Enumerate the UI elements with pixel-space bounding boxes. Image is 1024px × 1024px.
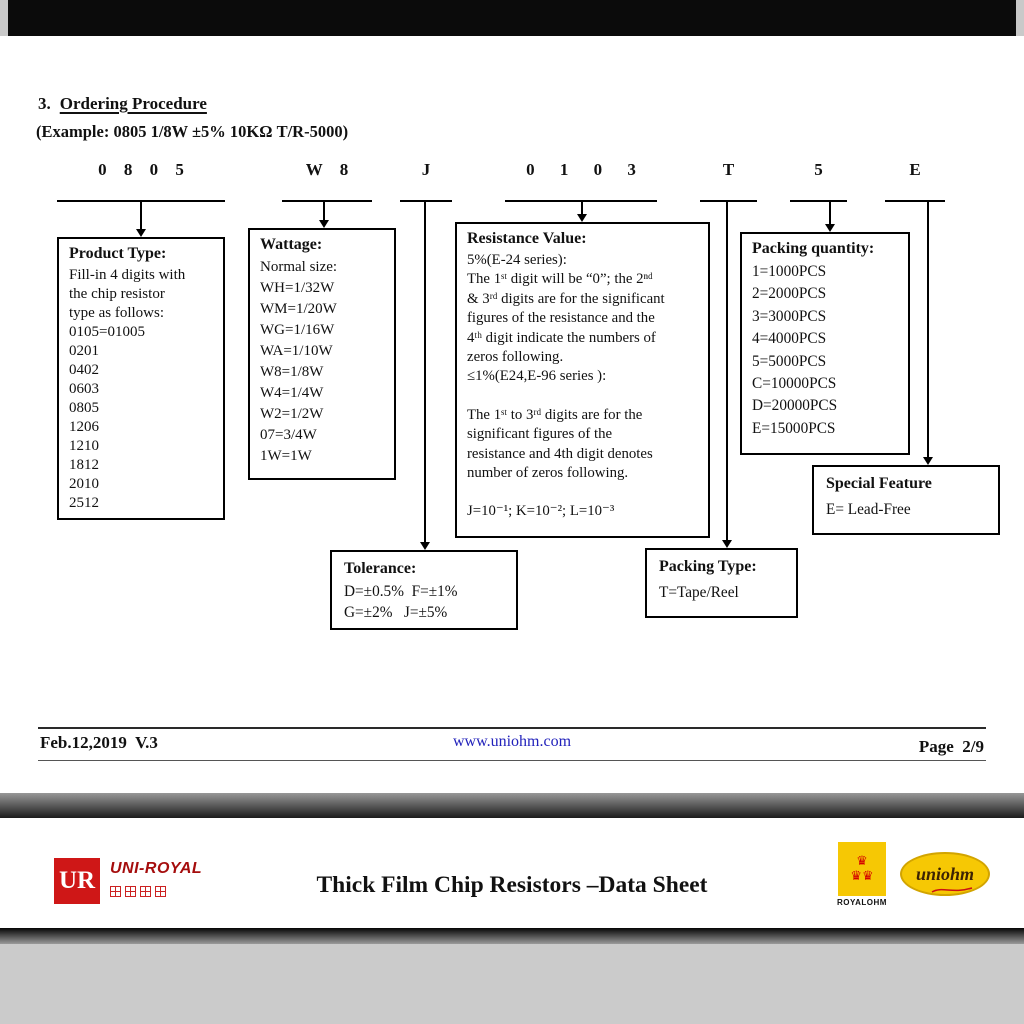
code-segment-resistance: 0 1 0 3 [526,160,636,179]
arrow-head-product [136,229,146,237]
box-title: Wattage: [260,236,323,253]
banner-gradient-top [0,793,1024,818]
arrow-head-packing-qty [825,224,835,232]
code-segment-tolerance: J [421,160,431,179]
section-heading [38,94,207,114]
arrow-line-product [140,202,142,229]
crown-icon: ♛ [856,854,868,869]
arrow-head-wattage [319,220,329,228]
box-packing-type [645,548,798,618]
code-segment-special: E [909,160,921,179]
box-line: 5=5000PCS [752,352,827,370]
box-line: ≤1%(E24,E-96 series ): [467,368,607,385]
box-resistance-value [455,222,710,538]
box-line: C=10000PCS [752,375,837,393]
footer-rule-bottom [38,760,986,761]
box-line: resistance and 4th digit denotes [467,445,653,462]
crown-icon: ♛ [862,869,874,884]
arrow-line-packing-qty [829,202,831,224]
ur-monogram: UR [58,867,96,894]
code-segment-packing-qty: 5 [814,160,823,179]
box-line: the chip resistor [69,286,165,302]
footer-date-version: Feb.12,2019 V.3 [40,733,158,752]
uniohm-wordmark: uniohm [915,863,975,884]
footer-page-number: Page 2/9 [918,737,984,756]
underline-wattage [282,200,372,202]
box-line: & 3ʳᵈ digits are for the significant [467,290,665,307]
footer-website-link[interactable]: www.uniohm.com [452,733,572,750]
box-line: 1W=1W [260,448,312,464]
box-line: WG=1/16W [260,322,335,338]
code-segment-wattage: W 8 [305,160,349,179]
royalohm-wordmark: ROYALOHM [837,898,887,907]
box-line: G=±2% J=±5% [344,604,448,621]
arrow-head-tolerance [420,542,430,550]
box-line: zeros following. [467,349,564,366]
box-line: WA=1/10W [260,343,333,359]
box-line: The 1ˢᵗ to 3ʳᵈ digits are for the [467,406,643,423]
box-line: 0201 [69,343,99,359]
code-segment-packing-type: T [722,160,735,179]
box-line [467,483,698,502]
box-product-type [57,237,225,520]
box-line: J=10⁻¹; K=10⁻²; L=10⁻³ [467,503,615,520]
arrow-head-special [923,457,933,465]
box-line: significant figures of the [467,426,613,443]
box-line: D=±0.5% F=±1% [344,583,458,600]
box-line: 1210 [69,438,99,454]
box-tolerance [330,550,518,630]
box-line: 1=1000PCS [752,263,827,280]
box-line: 0805 [69,400,99,416]
box-packing-quantity [740,232,910,455]
section-title: Ordering Procedure [59,94,207,113]
uni-royal-wordmark: UNI-ROYAL [110,860,203,877]
box-line: figures of the resistance and the [467,310,655,327]
crown-icon: ♛ [850,869,862,884]
box-wattage [248,228,396,480]
box-line: Normal size: [260,259,338,275]
box-line: WH=1/32W [260,280,335,296]
footer-rule-top [38,727,986,729]
box-line: type as follows: [69,305,164,321]
box-line: WM=1/20W [260,301,337,317]
underline-special [885,200,945,202]
box-title: Packing quantity: [752,240,875,257]
underline-packing-type [700,200,757,202]
box-title: Resistance Value: [467,230,587,247]
code-segment-product: 0 8 0 5 [98,160,184,179]
box-line: 3=3000PCS [752,307,827,325]
box-line: 2512 [69,495,99,511]
document-title: Thick Film Chip Resistors –Data Sheet [316,872,708,898]
underline-packing-qty [790,200,847,202]
arrow-head-packing-type [722,540,732,548]
box-line: 5%(E-24 series): [467,252,567,268]
box-title: Product Type: [69,245,167,262]
box-line: 1206 [69,419,99,435]
box-line: 4ᵗʰ digit indicate the numbers of [467,329,656,346]
box-line: 2=2000PCS [752,285,827,303]
arrow-line-resistance [581,202,583,214]
arrow-head-resistance [577,214,587,222]
box-line: 0105=01005 [69,324,145,340]
box-line: The 1ˢᵗ digit will be “0”; the 2ⁿᵈ [467,271,653,288]
box-line: W8=1/8W [260,364,324,380]
box-title: Tolerance: [344,560,417,577]
top-black-bar [8,0,1016,36]
box-title: Special Feature [826,475,932,492]
box-line: number of zeros following. [467,465,629,482]
arrow-line-packing-type [726,202,728,540]
arrow-line-special [927,202,929,457]
royalohm-logo [838,842,886,896]
box-line: 2010 [69,476,99,492]
box-line: W2=1/2W [260,406,324,422]
page-margin-bottom [0,944,1024,1024]
box-line: E=15000PCS [752,419,836,437]
arrow-line-tolerance [424,202,426,542]
box-special-feature [812,465,1000,535]
box-title: Packing Type: [659,558,757,575]
underline-tolerance [400,200,452,202]
box-line: D=20000PCS [752,397,838,415]
box-line: Fill-in 4 digits with [69,267,186,283]
example-line: (Example: 0805 1/8W ±5% 10KΩ T/R-5000) [36,122,349,141]
box-line: 07=3/4W [260,427,317,443]
box-line [467,387,698,406]
box-line: T=Tape/Reel [659,584,739,601]
box-line: E= Lead-Free [826,501,911,518]
box-line: 1812 [69,457,99,473]
box-line: 4=4000PCS [752,330,827,348]
uniohm-tagline-flourish [930,884,974,896]
box-line: 0402 [69,362,99,378]
section-number: 3. [38,94,51,113]
arrow-line-wattage [323,202,325,220]
box-line: 0603 [69,381,99,397]
box-line: W4=1/4W [260,385,324,401]
banner-gradient-bottom [0,928,1024,944]
